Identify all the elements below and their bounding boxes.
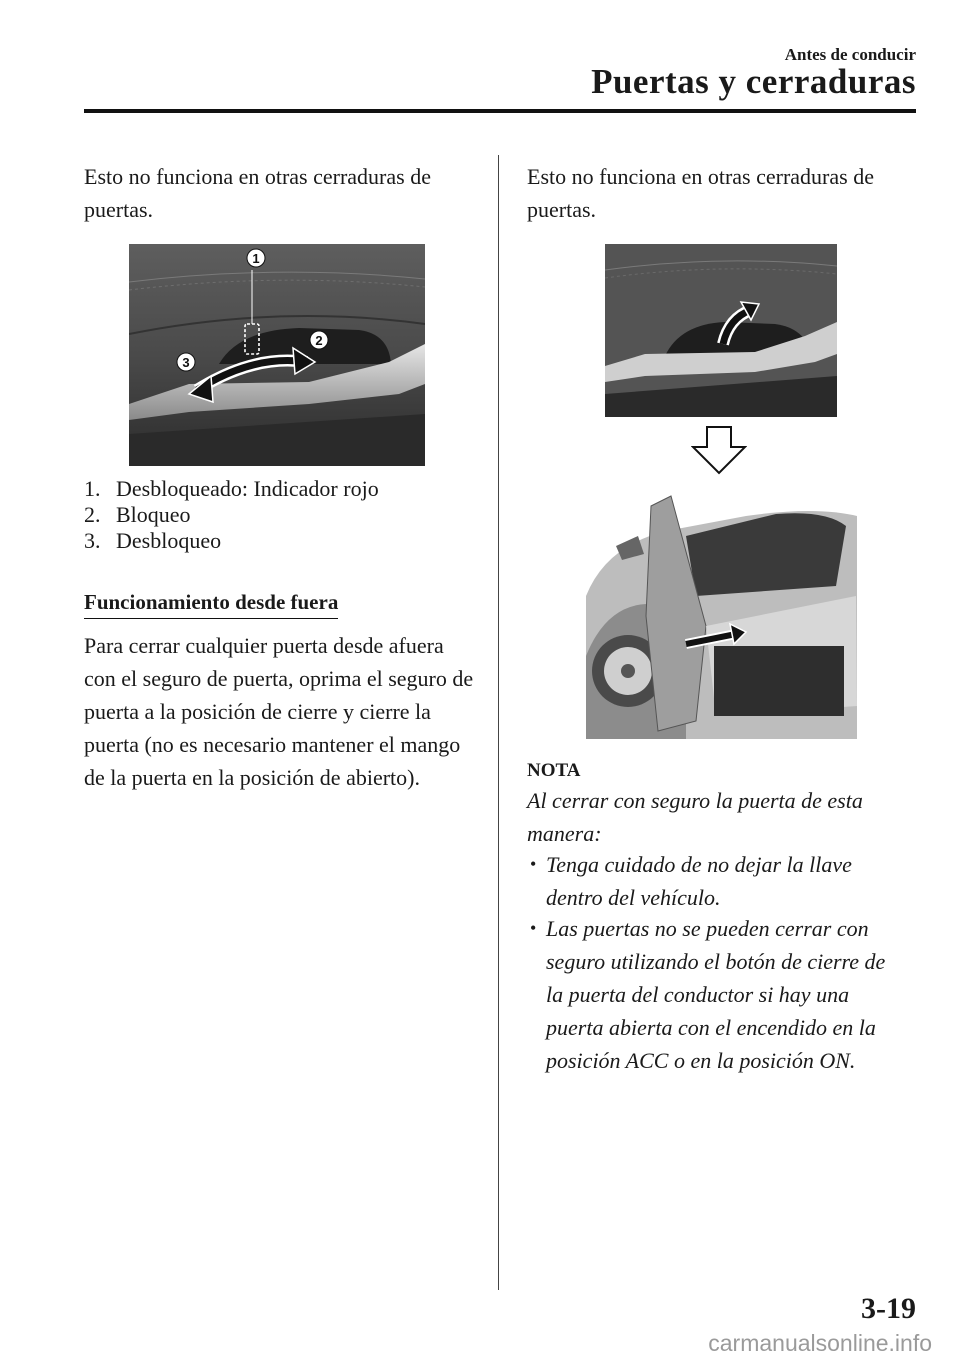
page-title: Puertas y cerraduras — [591, 62, 916, 101]
section-label: Antes de conducir — [784, 45, 916, 64]
legend-num: 2. — [84, 502, 101, 527]
legend-item-1 — [84, 476, 379, 502]
bullet-text: Tenga cuidado de no dejar la llave dentro del vehículo. — [546, 852, 852, 910]
legend-item-3 — [84, 528, 221, 554]
watermark: carmanualsonline.info — [708, 1330, 932, 1356]
left-intro-text: Esto no funciona en otras cerraduras de puertas. — [84, 164, 431, 222]
right-intro-text: Esto no funciona en otras cerraduras de puertas. — [527, 164, 874, 222]
bullet-text: Las puertas no se pueden cerrar con seguro utilizando el botón de cierre de la puerta del conductor si hay una puerta abierta con el encendido en la posición ACC o en la posición ON. — [546, 916, 886, 1073]
legend-text: Desbloqueo — [116, 528, 222, 553]
page-number: 3-19 — [861, 1292, 916, 1325]
bullet-dot: • — [530, 854, 537, 874]
left-body-text: Para cerrar cualquier puerta desde afuera con el seguro de puerta, oprima el seguro de puerta a la posición de cierre y cierre la puerta (no es necesario mantener el mango de la puerta en la posición de abierto). — [84, 633, 474, 790]
car-door-figure — [586, 476, 857, 739]
callout-1: 1 — [252, 251, 260, 266]
legend-text: Bloqueo — [116, 502, 191, 527]
door-handle-figure — [605, 244, 837, 417]
down-arrow-icon — [691, 425, 747, 475]
legend-num: 1. — [84, 476, 101, 501]
car-door-illustration — [586, 476, 857, 739]
callout-3: 3 — [182, 355, 190, 370]
door-handle-illustration — [605, 244, 837, 417]
legend-num: 3. — [84, 528, 101, 553]
door-lock-figure — [129, 244, 425, 466]
section-heading: Funcionamiento desde fuera — [84, 590, 338, 619]
door-lock-illustration — [129, 244, 425, 466]
column-divider — [498, 155, 499, 1290]
note-bullet-1 — [530, 848, 900, 914]
bullet-dot: • — [530, 918, 537, 938]
callout-2: 2 — [315, 333, 323, 348]
legend-item-2 — [84, 502, 191, 528]
header-rule — [84, 109, 916, 113]
note-intro: Al cerrar con seguro la puerta de esta manera: — [527, 788, 863, 846]
note-bullet-2 — [530, 912, 900, 1077]
legend-text: Desbloqueado: Indicador rojo — [116, 476, 379, 501]
note-title: NOTA — [527, 760, 581, 781]
